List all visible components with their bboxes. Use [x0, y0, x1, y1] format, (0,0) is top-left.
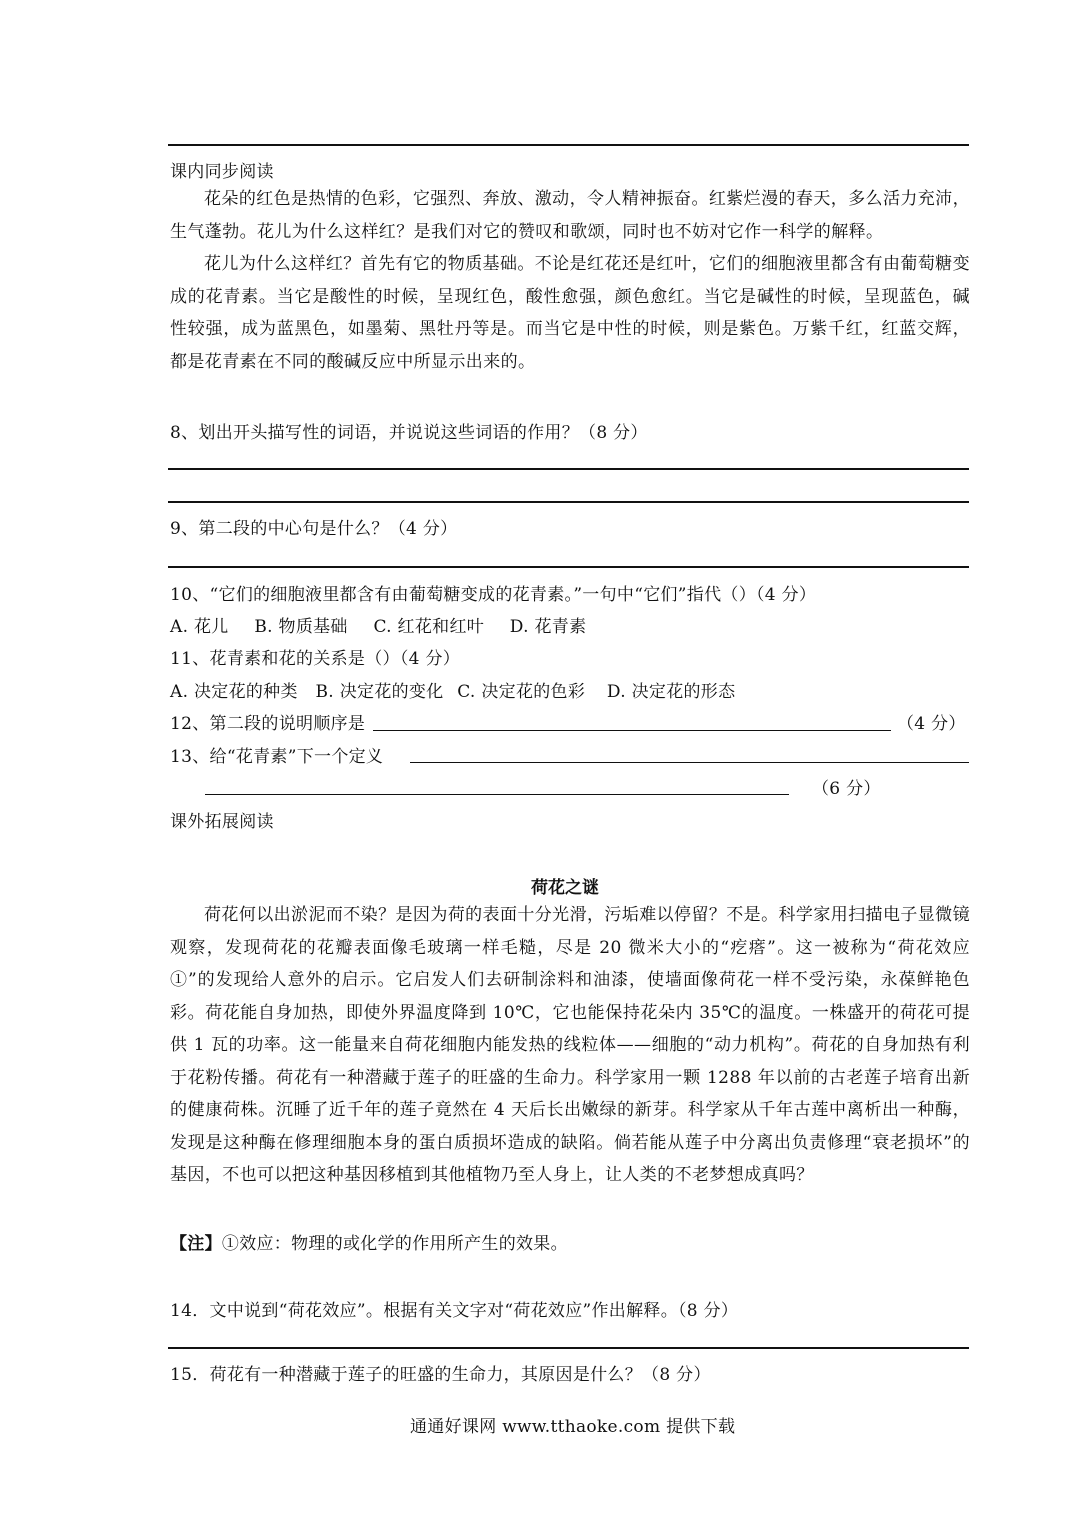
question-9: 9、第二段的中心句是什么？（4 分） — [170, 519, 458, 539]
answer-line-8b[interactable] — [168, 501, 969, 503]
question-11-options — [170, 677, 735, 702]
option-11-a[interactable]: A. 决定花的种类 — [170, 682, 298, 702]
answer-line-14[interactable] — [168, 1347, 969, 1349]
article-note — [170, 1229, 568, 1254]
note-label: 【注】 — [170, 1234, 222, 1254]
question-14: 14．文中说到“荷花效应”。根据有关文字对“荷花效应”作出解释。（8 分） — [170, 1301, 739, 1321]
option-11-b[interactable]: B. 决定花的变化 — [315, 682, 444, 702]
top-divider — [168, 144, 969, 146]
section2-passage — [170, 899, 970, 1192]
question-15: 15．荷花有一种潜藏于莲子的旺盛的生命力，其原因是什么？（8 分） — [170, 1365, 711, 1385]
option-10-c[interactable]: C. 红花和红叶 — [373, 617, 485, 637]
section1-passage — [170, 183, 970, 378]
question-12-score: （4 分） — [897, 714, 966, 734]
option-10-a[interactable]: A. 花儿 — [170, 617, 229, 637]
question-13-score: （6 分） — [812, 779, 881, 799]
answer-line-8a[interactable] — [168, 468, 969, 470]
option-11-c[interactable]: C. 决定花的色彩 — [457, 682, 586, 702]
question-11: 11、花青素和花的关系是（）（4 分） — [170, 649, 461, 669]
answer-line-12[interactable] — [373, 730, 891, 731]
option-10-b[interactable]: B. 物质基础 — [254, 617, 348, 637]
passage-paragraph-2: 花儿为什么这样红？首先有它的物质基础。不论是红花还是红叶，它们的细胞液里都含有由葡萄糖变成的花青素。当它是酸性的时候，呈现红色，酸性愈强，颜色愈红。当它是碱性的时候，呈现蓝色，碱性较强，成为蓝黑色，如墨菊、黑牡丹等是。而当它是中性的时候，则是紫色。万紫千红，红蓝交辉，都是花青素在不同的酸碱反应中所显示出来的。 — [170, 254, 970, 372]
option-10-d[interactable]: D. 花青素 — [509, 617, 587, 637]
answer-line-13a[interactable] — [410, 762, 969, 763]
question-10-options — [170, 612, 586, 637]
question-13: 13、给“花青素”下一个定义 — [170, 747, 384, 767]
note-text: ①效应：物理的或化学的作用所产生的效果。 — [221, 1234, 568, 1254]
passage-paragraph-1: 花朵的红色是热情的色彩，它强烈、奔放、激动，令人精神振奋。红紫烂漫的春天，多么活力充沛，生气蓬勃。花儿为什么这样红？是我们对它的赞叹和歌颂，同时也不妨对它作一科学的解释。 — [170, 189, 970, 242]
article-paragraph: 荷花何以出淤泥而不染？是因为荷的表面十分光滑，污垢难以停留？不是。科学家用扫描电子显微镜观察，发现荷花的花瓣表面像毛玻璃一样毛糙，尽是 20 微米大小的“疙瘩”。这一被称为“荷花效应①”的发现给人意外的启示。它启发人们去研制涂料和油漆，使墙面像荷花一样不受污染，永葆鲜艳色彩。荷花能自身加热，即使外界温度降到 10℃，它也能保持花朵内 35℃的温度。一株盛开的荷花可提供 1 瓦的功率。这一能量来自荷花细胞内能发热的线粒体——细胞的“动力机构”。荷花的自身加热有利于花粉传播。荷花有一种潜藏于莲子的旺盛的生命力。科学家用一颗 1288 年以前的古老莲子培育出新的健康荷株。沉睡了近千年的莲子竟然在 4 天后长出嫩绿的新芽。科学家从千年古莲中离析出一种酶，发现是这种酶在修理细胞本身的蛋白质损坏造成的缺陷。倘若能从莲子中分离出负责修理“衰老损坏”的基因，不也可以把这种基因移植到其他植物乃至人身上，让人类的不老梦想成真吗？ — [170, 905, 970, 1185]
question-12: 12、第二段的说明顺序是 — [170, 714, 366, 734]
question-8: 8、划出开头描写性的词语，并说说这些词语的作用？（8 分） — [170, 423, 648, 443]
page-footer: 通通好课网 www.tthaoke.com 提供下载 — [410, 1417, 736, 1437]
section2-heading: 课外拓展阅读 — [170, 812, 274, 832]
article-title: 荷花之谜 — [531, 878, 599, 898]
answer-line-13b[interactable] — [205, 794, 789, 795]
answer-line-9[interactable] — [168, 566, 969, 568]
section1-heading: 课内同步阅读 — [170, 162, 274, 182]
question-10: 10、“它们的细胞液里都含有由葡萄糖变成的花青素。”一句中“它们”指代（）（4 分） — [170, 585, 817, 605]
option-11-d[interactable]: D. 决定花的形态 — [606, 682, 736, 702]
